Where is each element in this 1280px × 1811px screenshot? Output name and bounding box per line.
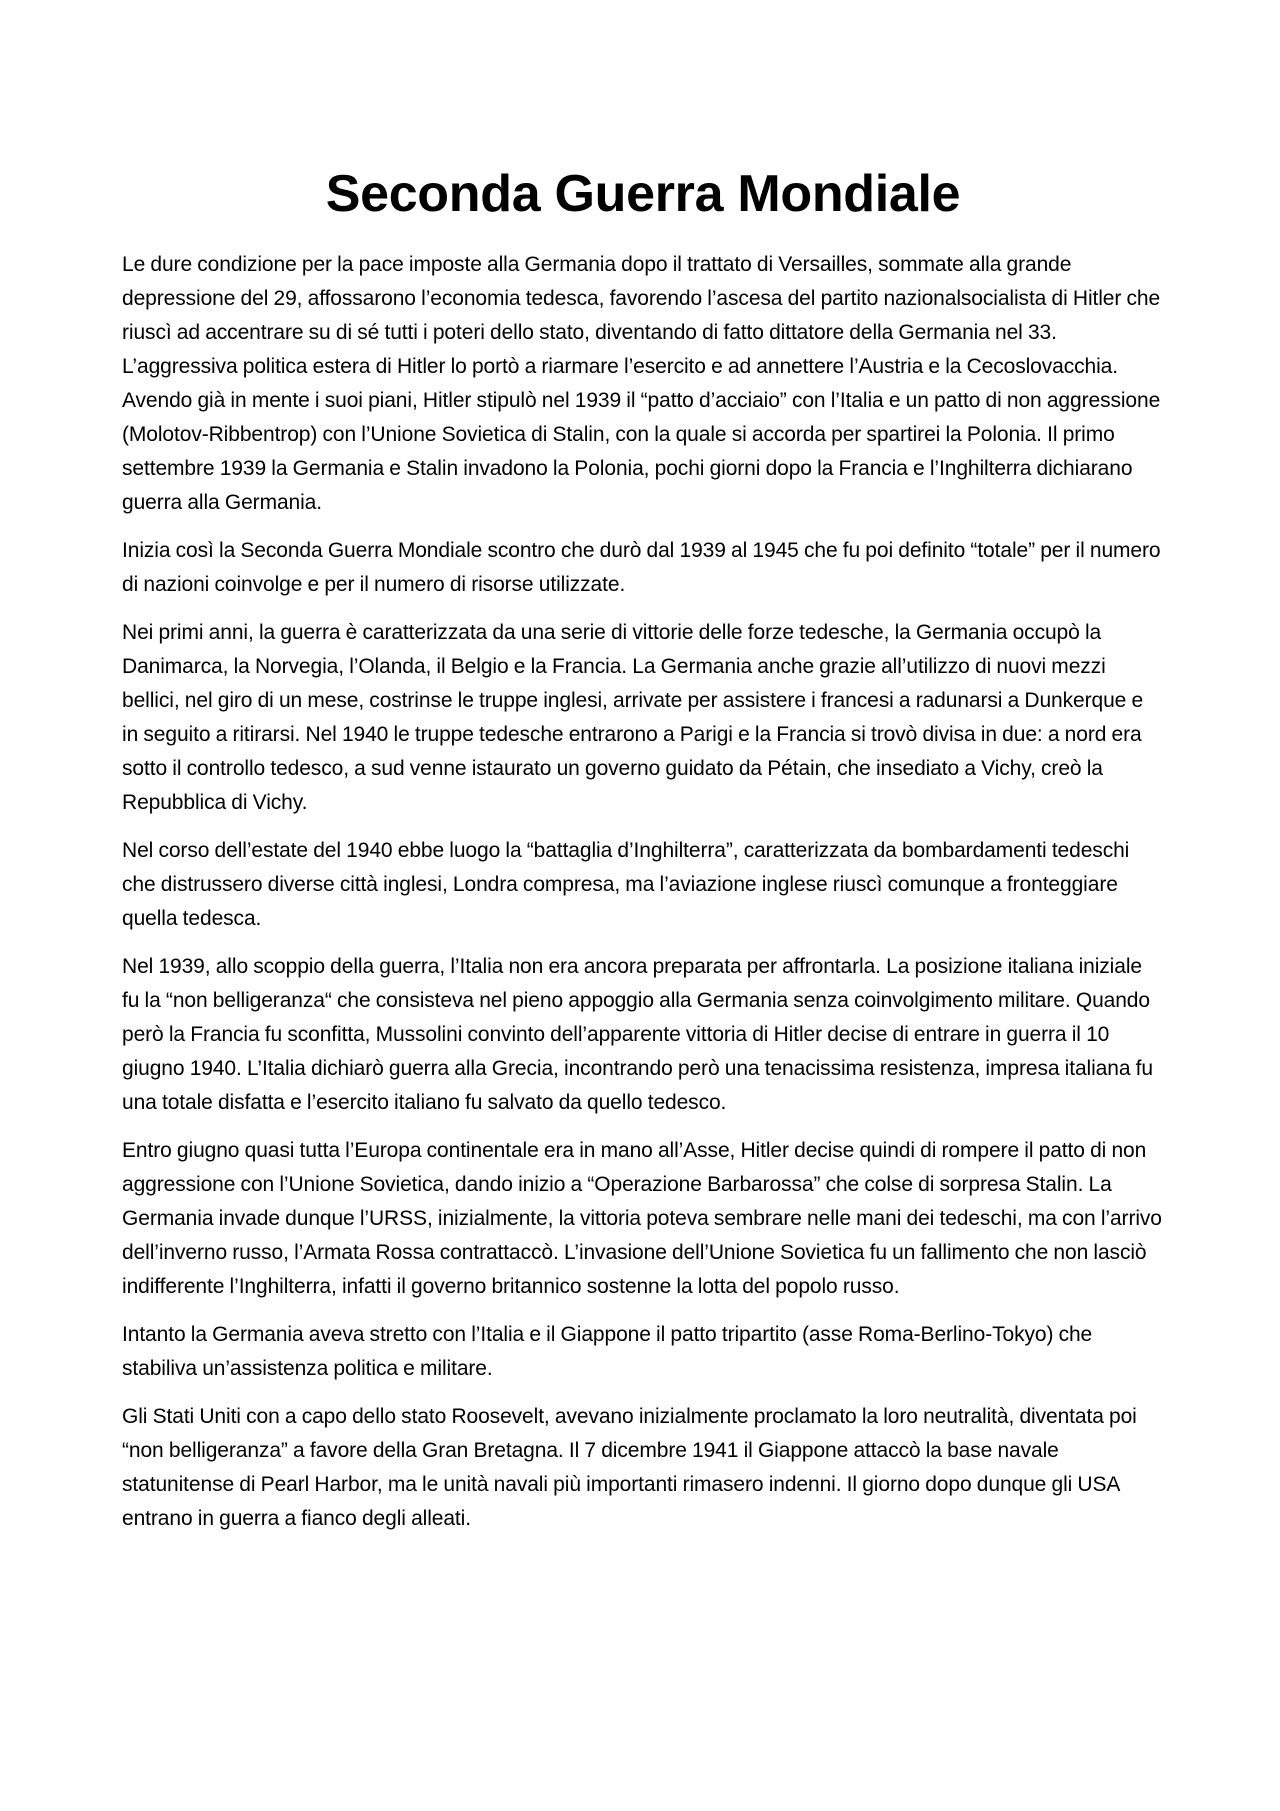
paragraph-4: Nel corso dell’estate del 1940 ebbe luogo la “battaglia d’Inghilterra”, caratterizzata da bombardamenti tedeschi che distrussero diverse città inglesi, Londra compresa, ma l’aviazione inglese riuscì comunque a fronteggiare quella tedesca. (122, 839, 1130, 930)
paragraph-3: Nei primi anni, la guerra è caratterizzata da una serie di vittorie delle forze tedesche, la Germania occupò la Danimarca, la Norvegia, l’Olanda, il Belgio e la Francia. La Germania anche grazie all’utilizzo di nuovi mezzi bellici, nel giro di un mese, costrinse le truppe inglesi, arrivate per assistere i francesi a radunarsi a Dunkerque e in seguito a ritirarsi. Nel 1940 le truppe tedesche entrarono a Parigi e la Francia si trovò divisa in due: a nord era sotto il controllo tedesco, a sud venne istaurato un governo guidato da Pétain, che insediato a Vichy, creò la Repubblica di Vichy. (122, 621, 1144, 814)
paragraph-8: Gli Stati Uniti con a capo dello stato Roosevelt, avevano inizialmente proclamato la loro neutralità, diventata poi “non belligeranza” a favore della Gran Bretagna. Il 7 dicembre 1941 il Giappone attaccò la base navale statunitense di Pearl Harbor, ma le unità navali più importanti rimasero indenni. Il giorno dopo dunque gli USA entrano in guerra a fianco degli alleati. (122, 1405, 1137, 1530)
paragraph-6: Entro giugno quasi tutta l’Europa continentale era in mano all’Asse, Hitler decise quindi di rompere il patto di non aggressione con l’Unione Sovietica, dando inizio a “Operazione Barbarossa” che colse di sorpresa Stalin. La Germania invade dunque l’URSS, inizialmente, la vittoria poteva sembrare nelle mani dei tedeschi, ma con l’arrivo dell’inverno russo, l’Armata Rossa contrattaccò. L’invasione dell’Unione Sovietica fu un fallimento che non lasciò indifferente l’Inghilterra, infatti il governo britannico sostenne la lotta del popolo russo. (122, 1139, 1162, 1298)
paragraph-5: Nel 1939, allo scoppio della guerra, l’Italia non era ancora preparata per affrontarla. La posizione italiana iniziale fu la “non belligeranza“ che consisteva nel pieno appoggio alla Germania senza coinvolgimento militare. Quando però la Francia fu sconfitta, Mussolini convinto dell’apparente vittoria di Hitler decise di entrare in guerra il 10 giugno 1940. L’Italia dichiarò guerra alla Grecia, incontrando però una tenacissima resistenza, impresa italiana fu una totale disfatta e l’esercito italiano fu salvato da quello tedesco. (122, 955, 1153, 1114)
paragraph-1: Le dure condizione per la pace imposte alla Germania dopo il trattato di Versailles, sommate alla grande depressione del 29, affossarono l’economia tedesca, favorendo l’ascesa del partito nazionalsocialista di Hitler che riuscì ad accentrare su di sé tutti i poteri dello stato, diventando di fatto dittatore della Germania nel 33. L’aggressiva politica estera di Hitler lo portò a riarmare l’esercito e ad annettere l’Austria e la Cecoslovacchia. Avendo già in mente i suoi piani, Hitler stipulò nel 1939 il “patto d’acciaio” con l’Italia e un patto di non aggressione (Molotov-Ribbentrop) con l’Unione Sovietica di Stalin, con la quale si accorda per spartirei la Polonia. Il primo settembre 1939 la Germania e Stalin invadono la Polonia, pochi giorni dopo la Francia e l’Inghilterra dichiarano guerra alla Germania. (122, 253, 1161, 514)
paragraph-2: Inizia così la Seconda Guerra Mondiale scontro che durò dal 1939 al 1945 che fu poi definito “totale” per il numero di nazioni coinvolge e per il numero di risorse utilizzate. (122, 539, 1161, 596)
document-body (122, 248, 1164, 1536)
document-title: Seconda Guerra Mondiale (325, 165, 961, 223)
paragraph-7: Intanto la Germania aveva stretto con l’Italia e il Giappone il patto tripartito (asse Roma-Berlino-Tokyo) che stabiliva un’assistenza politica e militare. (122, 1323, 1093, 1380)
